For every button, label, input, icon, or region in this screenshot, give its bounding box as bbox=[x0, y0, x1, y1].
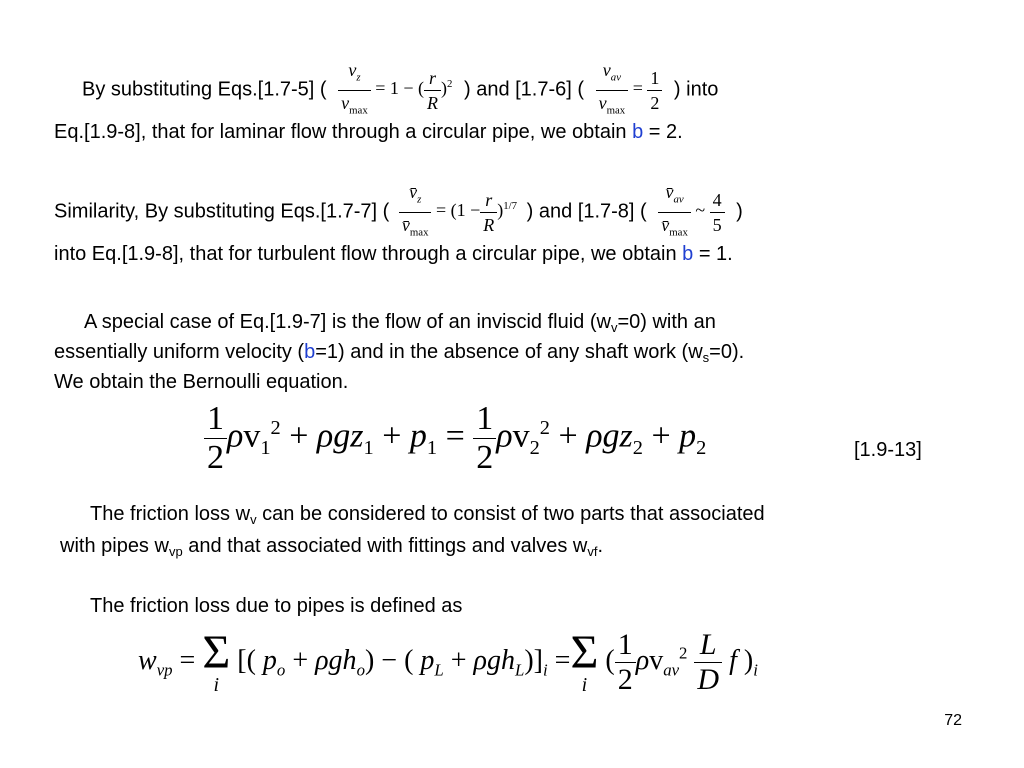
bernoulli-equation: $\frac{1}{2}$ $\rho v_1^2 + \rho gz_1 + p_1$ = $\frac{1}{2}$ $\rho v_2^2 + \rho gz_2 + p_2$ bbox=[204, 400, 706, 477]
para3-line2-c: =1) and in the absence of any shaft work (w bbox=[315, 341, 703, 363]
para3-line3 bbox=[54, 370, 348, 394]
para1-line1 bbox=[82, 58, 718, 122]
para4-line2-b: and that associated with fittings and valves w bbox=[182, 535, 588, 557]
friction-loss-equation: $w_{vp} = \Sigma$ i [( $p_o + \rho gh_o$) − ( $p_L + \rho gh_L)]_i =\Sigma$ i ( $\frac{1}{2}$ $\rho v_{av}^2$ $\frac{L}{D}$ f )$_i$ bbox=[138, 625, 758, 696]
para3-line2-sub: s bbox=[702, 350, 710, 365]
para2-text-c: ) bbox=[736, 200, 743, 223]
para2-line2-c: = 1. bbox=[693, 243, 733, 265]
para3-line1-a: A special case of Eq.[1.9-7] is the flow of an inviscid fluid (w bbox=[84, 311, 611, 333]
page-number: 72 bbox=[944, 712, 962, 729]
para1-line2-a: Eq.[1.9-8], that for laminar flow through a circular pipe, we obtain bbox=[54, 121, 633, 143]
equation-label: [1.9-13] bbox=[854, 439, 922, 461]
beta-symbol-2: b bbox=[682, 243, 694, 265]
para3-line2-a: essentially uniform velocity ( bbox=[54, 341, 305, 363]
para5: The friction loss due to pipes is defined as bbox=[90, 595, 463, 617]
eq-1-7-6: $\frac{v_{av}}{v_{max}}$ = $\frac{1}{2}$ bbox=[596, 58, 663, 122]
para3-line1-b: =0) with an bbox=[617, 311, 716, 333]
para2-text-a: Similarity, By substituting Eqs.[1.7-7] ( bbox=[54, 200, 390, 223]
para1-text-c: ) into bbox=[673, 78, 719, 101]
para4-line1 bbox=[90, 502, 765, 526]
eq-1-7-7: $\frac{v̄_z}{v̄_{max}}$ = (1 − $\frac{r}{R}$ )$^{1/7}$ bbox=[399, 180, 517, 244]
beta-symbol-3: b bbox=[304, 341, 316, 363]
para1-text-b: ) and [1.7-6] ( bbox=[463, 78, 585, 101]
para3-line1 bbox=[84, 310, 716, 334]
para3-line3-text: We obtain the Bernoulli equation. bbox=[54, 371, 349, 393]
eq-1-7-8: $\frac{v̄_{av}}{v̄_{max}}$ ~ $\frac{4}{5}$ bbox=[658, 180, 724, 244]
para2-text-b: ) and [1.7-8] ( bbox=[526, 200, 647, 223]
para4-line1-a: The friction loss w bbox=[90, 503, 251, 525]
para1-line2 bbox=[54, 120, 683, 144]
para3-line2 bbox=[54, 340, 744, 364]
beta-symbol: b bbox=[632, 121, 644, 143]
para4-line2-c: . bbox=[597, 535, 604, 557]
para2-line1 bbox=[54, 180, 743, 244]
para1-line2-c: = 2. bbox=[643, 121, 683, 143]
eq-1-7-5: $\frac{v_z}{v_{max}}$ = 1 − ( $\frac{r}{R}$ )$^2$ bbox=[338, 58, 452, 122]
para4-line2 bbox=[60, 534, 603, 558]
para4-line2-a: with pipes w bbox=[60, 535, 169, 557]
para1-text-a: By substituting Eqs.[1.7-5] ( bbox=[82, 78, 327, 101]
para4-line1-b: can be considered to consist of two parts that associated bbox=[256, 503, 765, 525]
para2-line2-a: into Eq.[1.9-8], that for turbulent flow through a circular pipe, we obtain bbox=[54, 243, 683, 265]
para3-line1-sub: v bbox=[610, 320, 618, 335]
para4-line2-sub2: vf bbox=[587, 544, 598, 559]
para3-line2-d: =0). bbox=[709, 341, 745, 363]
para4-line2-sub1: vp bbox=[168, 544, 183, 559]
para2-line2 bbox=[54, 242, 733, 266]
para4-line1-sub: v bbox=[250, 512, 257, 527]
